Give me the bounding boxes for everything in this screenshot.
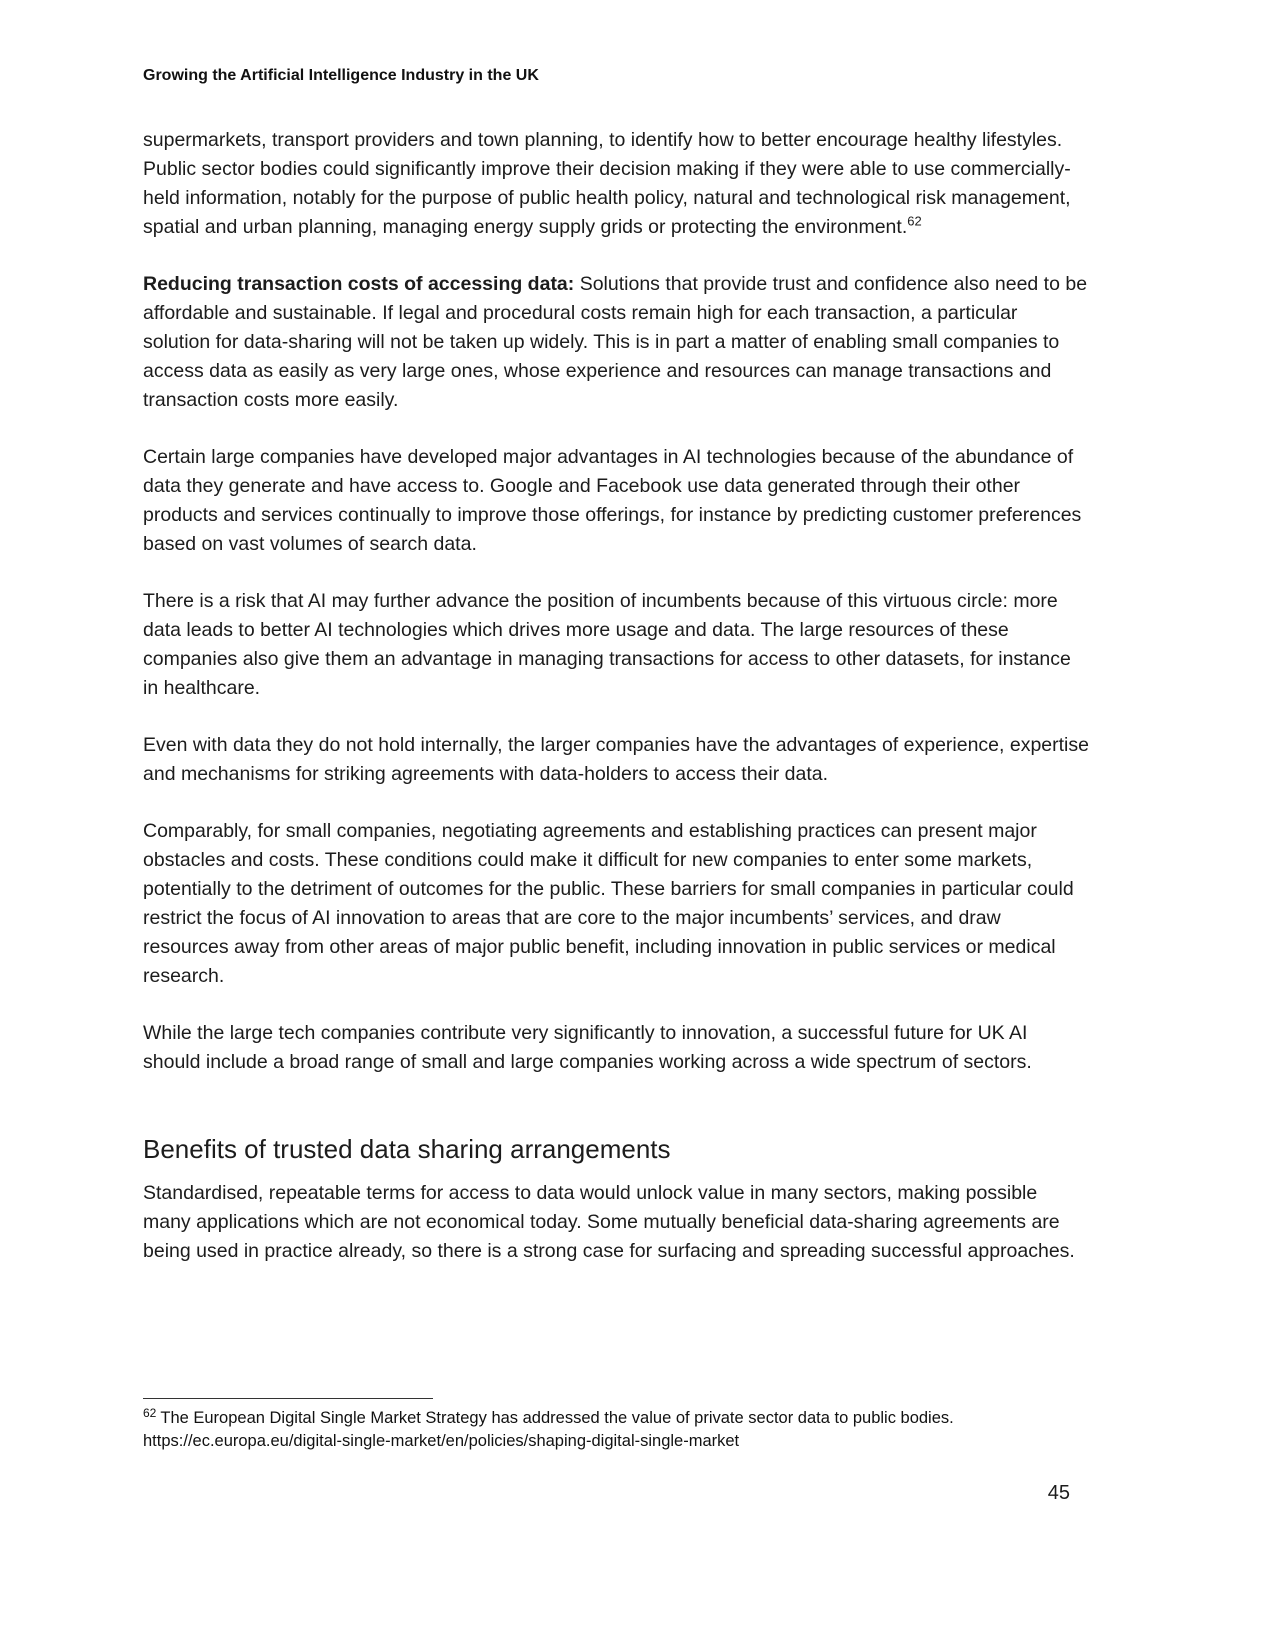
paragraph-bold-lead: Reducing transaction costs of accessing data: <box>143 273 575 295</box>
page-number: 45 <box>1047 1482 1070 1504</box>
paragraph: There is a risk that AI may further advance the position of incumbents because of this virtuous circle: more data leads to better AI technologies which drives more usage and data. The large resources of these companies also give them an advantage in managing transactions for access to other datasets, for instance in healthcare. <box>143 590 1071 699</box>
paragraph: While the large tech companies contribute very significantly to innovation, a successful future for UK AI should include a broad range of small and large companies working across a wide spectrum of sectors. <box>143 1022 1032 1073</box>
paragraph: Standardised, repeatable terms for access to data would unlock value in many sectors, making possible many applications which are not economical today. Some mutually beneficial data-sharing agreements are being used in practice already, so there is a strong case for surfacing and spreading successful approaches. <box>143 1182 1075 1262</box>
document-content <box>143 66 1090 1294</box>
paragraph-text: supermarkets, transport providers and town planning, to identify how to better encourage healthy lifestyles. Public sector bodies could significantly improve their decision making if they were able to use commercially-held information, notably for the purpose of public health policy, natural and technological risk management, spatial and urban planning, managing energy supply grids or protecting the environment. <box>143 129 1071 238</box>
paragraph <box>143 126 1090 242</box>
paragraph: Even with data they do not hold internally, the larger companies have the advantages of experience, expertise and mechanisms for striking agreements with data-holders to access their data. <box>143 734 1089 785</box>
section-heading: Benefits of trusted data sharing arrangements <box>143 1134 671 1164</box>
paragraph <box>143 270 1090 415</box>
paragraph: Comparably, for small companies, negotiating agreements and establishing practices can present major obstacles and costs. These conditions could make it difficult for new companies to enter some markets, potentially to the detriment of outcomes for the public. These barriers for small companies in particular could restrict the focus of AI innovation to areas that are core to the major incumbents’ services, and draw resources away from other areas of major public benefit, including innovation in public services or medical research. <box>143 820 1074 987</box>
footnote-divider <box>143 1398 433 1399</box>
footnote-area <box>143 1398 1090 1453</box>
footnote <box>143 1407 1090 1430</box>
paragraph-text: Solutions that provide trust and confidence also need to be affordable and sustainable. If legal and procedural costs remain high for each transaction, a particular solution for data-sharing will not be taken up widely. This is in part a matter of enabling small companies to access data as easily as very large ones, whose experience and resources can manage transactions and transaction costs more easily. <box>143 273 1088 411</box>
running-header: Growing the Artificial Intelligence Industry in the UK <box>143 67 539 84</box>
footnote-url: https://ec.europa.eu/digital-single-market/en/policies/shaping-digital-single-market <box>143 1432 740 1450</box>
footnote-text: The European Digital Single Market Strategy has addressed the value of private sector data to public bodies. <box>160 1409 954 1427</box>
footnote-marker: 62 <box>143 1405 157 1420</box>
paragraph: Certain large companies have developed major advantages in AI technologies because of the abundance of data they generate and have access to. Google and Facebook use data generated through their other products and services continually to improve those offerings, for instance by predicting customer preferences based on vast volumes of search data. <box>143 446 1082 555</box>
footnote-reference: 62 <box>907 213 922 229</box>
